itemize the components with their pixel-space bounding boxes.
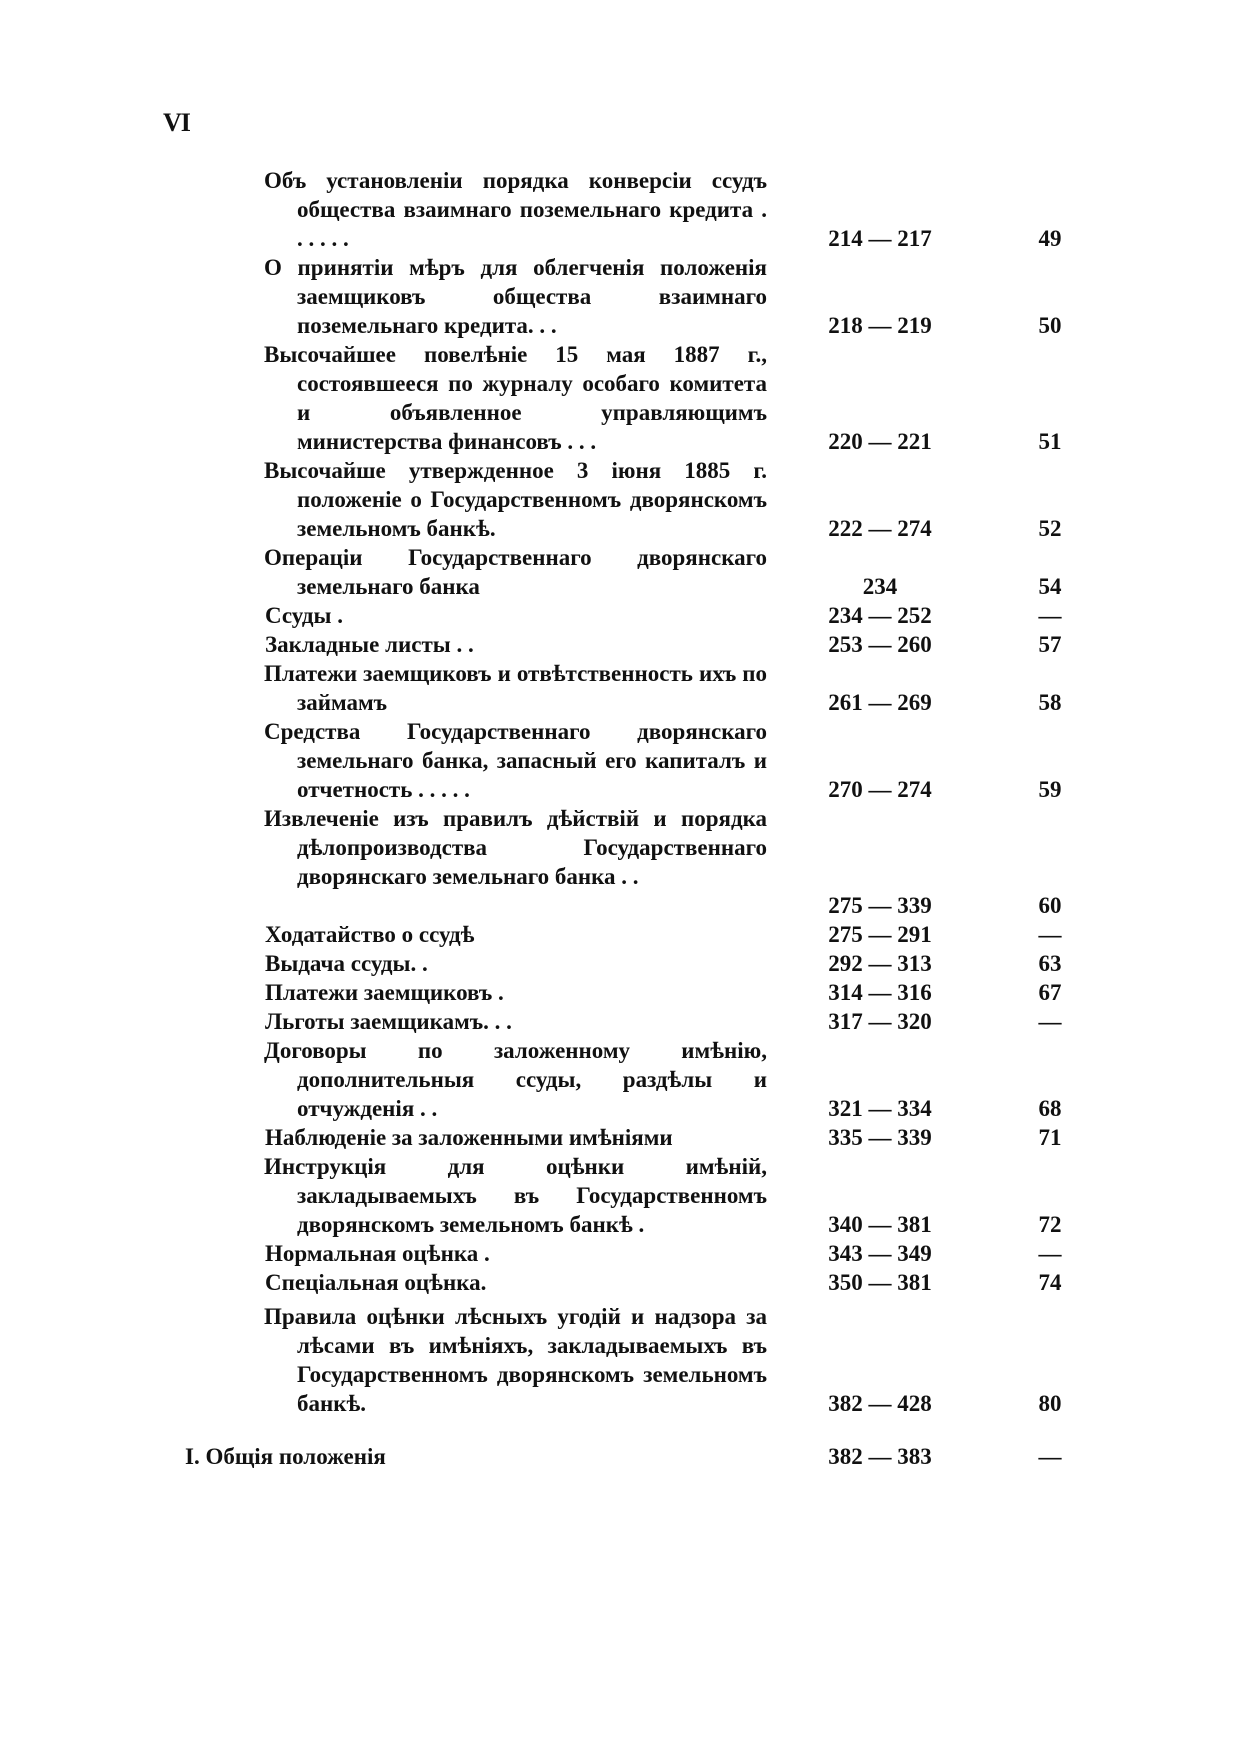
entry-page-range: 220 — 221 bbox=[828, 429, 932, 454]
entry-page-range: 335 — 339 bbox=[828, 1125, 932, 1150]
entry-page-number: — bbox=[1038, 1241, 1062, 1266]
entry-title: Платежи заемщиковъ . bbox=[265, 980, 504, 1005]
entry-page-range: 253 — 260 bbox=[828, 632, 932, 657]
entry-page-range: 343 — 349 bbox=[828, 1241, 932, 1266]
entry-page-range: 214 — 217 bbox=[828, 226, 932, 251]
entry-page-range: 340 — 381 bbox=[828, 1212, 932, 1237]
entry-page-number: — bbox=[1038, 603, 1062, 628]
entry-title: Платежи заемщиковъ и отвѣтственность ихъ по займамъ bbox=[264, 661, 767, 715]
entry-page-range: 275 — 339 bbox=[828, 893, 932, 918]
entry-page-range: 382 — 383 bbox=[828, 1444, 932, 1469]
entry-page-number: 59 bbox=[1038, 777, 1062, 802]
entry-page-range: 317 — 320 bbox=[828, 1009, 932, 1034]
entry-page-range: 350 — 381 bbox=[828, 1270, 932, 1295]
entry-page-number: 52 bbox=[1038, 516, 1062, 541]
entry-title: Объ установленіи порядка конверсіи ссудъ общества взаимнаго поземельнаго кредита . . . . . . bbox=[264, 168, 767, 251]
entry-page-range: 218 — 219 bbox=[828, 313, 932, 338]
entry-page-range: 321 — 334 bbox=[828, 1096, 932, 1121]
entry-page-range: 234 — 252 bbox=[828, 603, 932, 628]
entry-title: Ссуды . bbox=[265, 603, 343, 628]
entry-title: Выдача ссуды. . bbox=[265, 951, 428, 976]
page-number: VI bbox=[163, 108, 190, 137]
entry-page-number: 50 bbox=[1038, 313, 1062, 338]
entry-title: Закладные листы . . bbox=[265, 632, 474, 657]
entry-page-range: 261 — 269 bbox=[828, 690, 932, 715]
entry-page-number: 68 bbox=[1038, 1096, 1062, 1121]
entry-page-number: 49 bbox=[1038, 226, 1062, 251]
entry-page-number: 63 bbox=[1038, 951, 1062, 976]
entry-page-number: 58 bbox=[1038, 690, 1062, 715]
entry-page-range: 270 — 274 bbox=[828, 777, 932, 802]
entry-title: Извлеченіе изъ правилъ дѣйствій и порядка дѣлопроизводства Государственнаго дворянскаго земельнаго банка . . bbox=[264, 806, 767, 889]
entry-page-number: 71 bbox=[1038, 1125, 1062, 1150]
entry-page-range: 234 bbox=[862, 574, 898, 599]
entry-page-number: 57 bbox=[1038, 632, 1062, 657]
entry-title: I. Общія положенія bbox=[185, 1444, 386, 1469]
entry-title: Наблюденіе за заложенными имѣніями bbox=[265, 1125, 673, 1150]
entry-title: Льготы заемщикамъ. . . bbox=[265, 1009, 512, 1034]
entry-page-range: 382 — 428 bbox=[828, 1391, 932, 1416]
entry-page-number: 80 bbox=[1038, 1391, 1062, 1416]
entry-title: Операціи Государственнаго дворянскаго земельнаго банка bbox=[264, 545, 767, 599]
entry-page-number: 51 bbox=[1038, 429, 1062, 454]
entry-title: Инструкція для оцѣнки имѣній, закладываемыхъ въ Государственномъ дворянскомъ земельномъ банкѣ . bbox=[264, 1154, 767, 1237]
entry-page-range: 275 — 291 bbox=[828, 922, 932, 947]
entry-page-range: 222 — 274 bbox=[828, 516, 932, 541]
entry-title: Нормальная оцѣнка . bbox=[265, 1241, 490, 1266]
entry-page-number: — bbox=[1038, 922, 1062, 947]
entry-page-number: — bbox=[1038, 1444, 1062, 1469]
entry-title: О принятіи мѣръ для облегченія положенія заемщиковъ общества взаимнаго поземельнаго кредита. . . bbox=[264, 255, 767, 338]
entry-title: Договоры по заложенному имѣнію, дополнительныя ссуды, раздѣлы и отчужденія . . bbox=[264, 1038, 767, 1121]
entry-title: Высочайшее повелѣніе 15 мая 1887 г., состоявшееся по журналу особаго комитета и объявленное управляющимъ министерства финансовъ . . . bbox=[264, 342, 767, 454]
entry-page-range: 292 — 313 bbox=[828, 951, 932, 976]
entry-title: Ходатайство о ссудѣ bbox=[265, 922, 475, 947]
entry-page-number: 60 bbox=[1038, 893, 1062, 918]
entry-title: Средства Государственнаго дворянскаго земельнаго банка, запасный его капиталъ и отчетность . . . . . bbox=[264, 719, 767, 802]
entry-page-number: 54 bbox=[1038, 574, 1062, 599]
entry-title: Правила оцѣнки лѣсныхъ угодій и надзора за лѣсами въ имѣніяхъ, закладываемыхъ въ Государственномъ дворянскомъ земельномъ банкѣ. bbox=[264, 1304, 767, 1416]
entry-page-number: 74 bbox=[1038, 1270, 1062, 1295]
entry-title: Спеціальная оцѣнка. bbox=[265, 1270, 487, 1295]
entry-page-number: 67 bbox=[1038, 980, 1062, 1005]
entry-title: Высочайше утвержденное 3 іюня 1885 г. положеніе о Государственномъ дворянскомъ земельномъ банкѣ. bbox=[264, 458, 767, 541]
entry-page-range: 314 — 316 bbox=[828, 980, 932, 1005]
entry-page-number: 72 bbox=[1038, 1212, 1062, 1237]
entry-page-number: — bbox=[1038, 1009, 1062, 1034]
